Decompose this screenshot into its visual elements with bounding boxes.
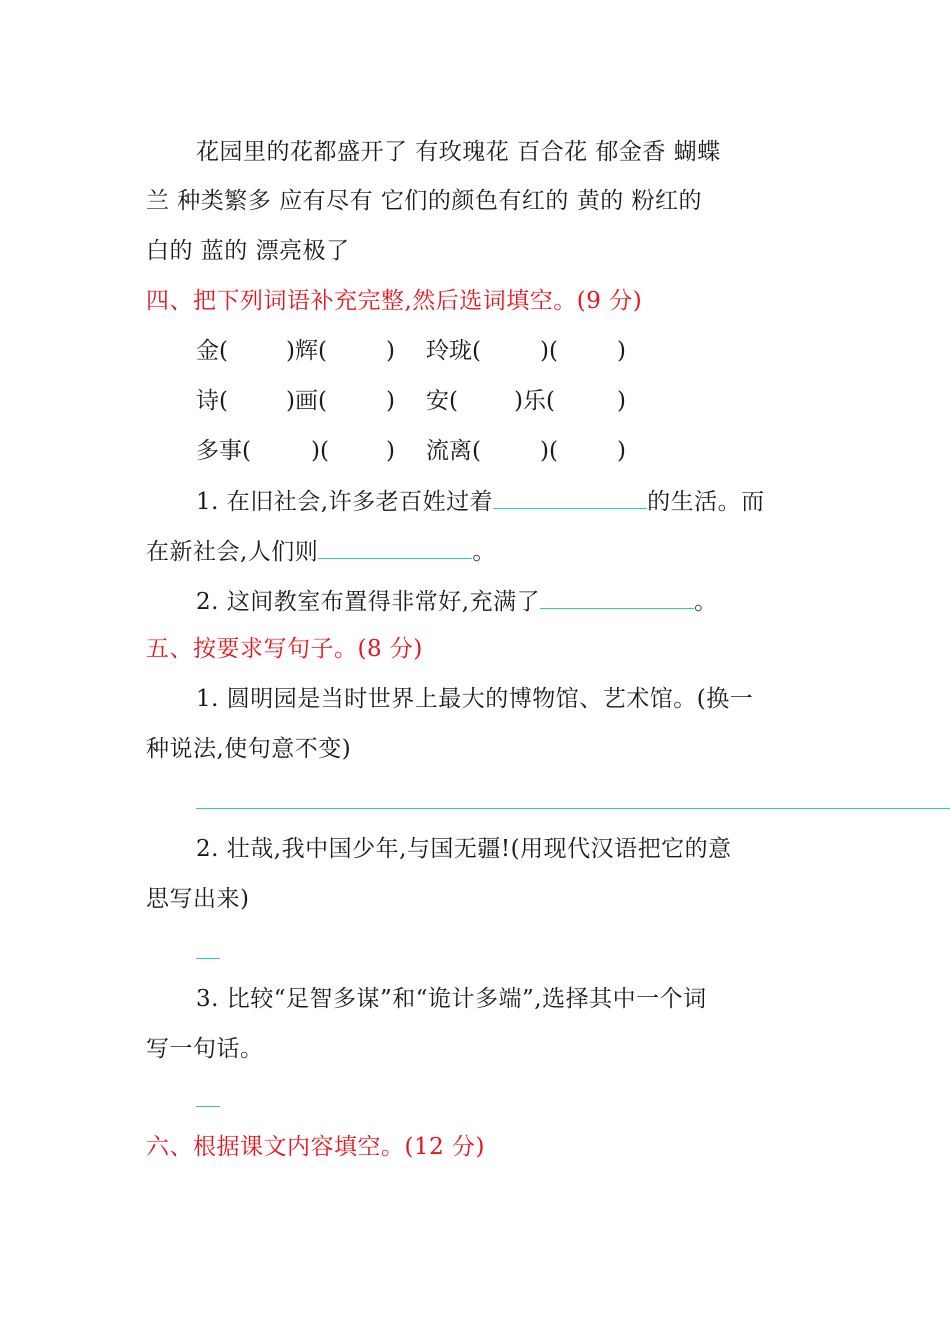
word-part: ) bbox=[617, 388, 626, 414]
s4-q1-text-c: 在新社会,人们则 bbox=[146, 539, 319, 565]
answer-line[interactable] bbox=[196, 1106, 220, 1107]
s5-question-2-line-2: 思写出来) bbox=[146, 886, 250, 912]
word-part: 多事( bbox=[196, 438, 251, 464]
word-part: ) bbox=[386, 388, 395, 414]
s5-question-2-line-1: 2. 壮哉,我中国少年,与国无疆!(用现代汉语把它的意 bbox=[196, 836, 732, 862]
answer-blank[interactable] bbox=[493, 486, 647, 509]
s4-q2-text-b: 。 bbox=[694, 589, 718, 615]
word-part: 金( bbox=[196, 338, 228, 364]
answer-line[interactable] bbox=[196, 958, 220, 959]
s4-question-1-line-1 bbox=[196, 486, 765, 517]
section-6-title: 六、根据课文内容填空。(12 分) bbox=[146, 1134, 486, 1160]
s5-question-1-line-1: 1. 圆明园是当时世界上最大的博物馆、艺术馆。(换一 bbox=[196, 686, 754, 712]
word-part: ) bbox=[617, 338, 626, 364]
word-part: 安( bbox=[426, 388, 458, 414]
word-part: )( bbox=[311, 438, 329, 464]
word-part: ) bbox=[386, 338, 395, 364]
word-part: )辉( bbox=[286, 338, 327, 364]
word-part: 玲珑( bbox=[426, 338, 481, 364]
passage-line-2: 兰 种类繁多 应有尽有 它们的颜色有红的 黄的 粉红的 bbox=[146, 188, 703, 214]
passage-line-1: 花园里的花都盛开了 有玫瑰花 百合花 郁金香 蝴蝶 bbox=[196, 139, 721, 165]
s4-q1-text-b: 的生活。而 bbox=[647, 489, 765, 515]
s5-question-3-line-2: 写一句话。 bbox=[146, 1036, 264, 1062]
word-part: 诗( bbox=[196, 388, 228, 414]
section-5-title: 五、按要求写句子。(8 分) bbox=[146, 636, 423, 662]
word-part: ) bbox=[617, 438, 626, 464]
s4-question-2 bbox=[196, 586, 718, 617]
word-part: ) bbox=[386, 438, 395, 464]
word-part: )( bbox=[540, 438, 558, 464]
word-part: 流离( bbox=[426, 438, 481, 464]
answer-line[interactable] bbox=[196, 808, 950, 809]
passage-line-3: 白的 蓝的 漂亮极了 bbox=[146, 238, 350, 264]
word-part: )画( bbox=[286, 388, 327, 414]
s4-q1-text-a: 1. 在旧社会,许多老百姓过着 bbox=[196, 489, 494, 515]
s4-q2-text-a: 2. 这间教室布置得非常好,充满了 bbox=[196, 589, 541, 615]
answer-blank[interactable] bbox=[540, 586, 694, 609]
s4-q1-text-d: 。 bbox=[472, 539, 496, 565]
s5-question-1-line-2: 种说法,使句意不变) bbox=[146, 736, 352, 762]
word-part: )( bbox=[540, 338, 558, 364]
section-4-title: 四、把下列词语补充完整,然后选词填空。(9 分) bbox=[146, 288, 643, 314]
s5-question-3-line-1: 3. 比较“足智多谋”和“诡计多端”,选择其中一个词 bbox=[196, 986, 707, 1012]
s4-question-1-line-2 bbox=[146, 536, 496, 567]
word-part: )乐( bbox=[514, 388, 555, 414]
answer-blank[interactable] bbox=[318, 536, 472, 559]
